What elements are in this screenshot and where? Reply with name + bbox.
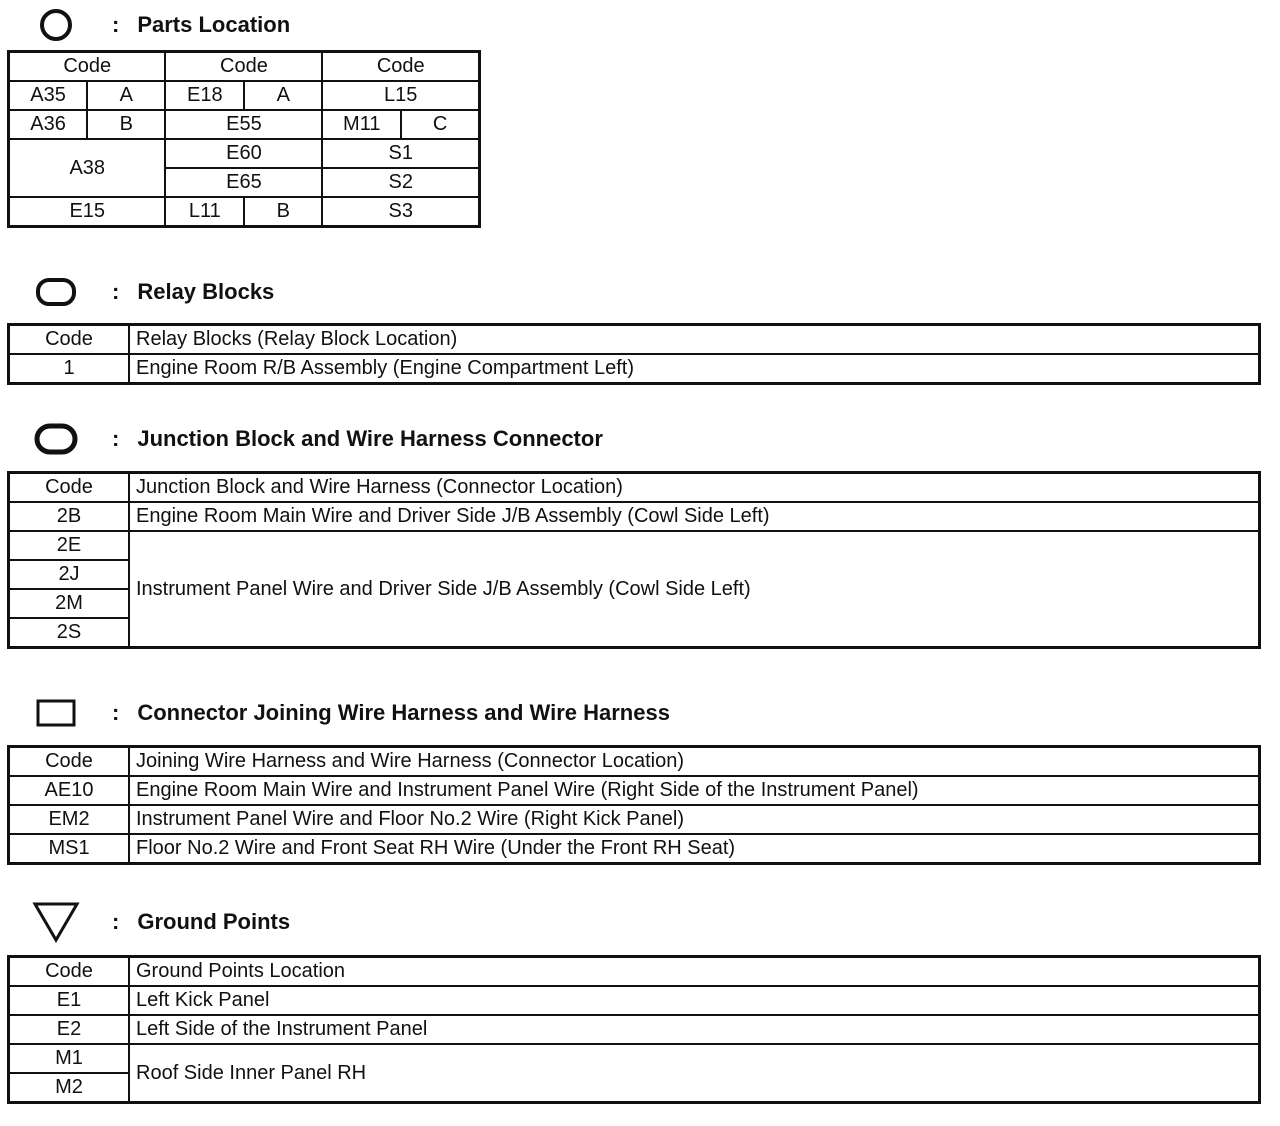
colon: : [112,279,120,304]
parts-location-header [30,5,290,45]
desc-cell: Left Kick Panel [129,986,1260,1015]
table-row [9,81,480,110]
header-cell: Code [322,52,479,82]
desc-cell: Instrument Panel Wire and Floor No.2 Wire (Right Kick Panel) [129,805,1260,834]
desc-cell: Engine Room Main Wire and Instrument Panel Wire (Right Side of the Instrument Panel) [129,776,1260,805]
code-cell: A [87,81,165,110]
code-cell: A38 [9,139,166,197]
table-row [9,805,1260,834]
relay-blocks-table [7,323,1261,385]
table-row [9,502,1260,531]
code-cell: B [244,197,322,227]
code-cell: M2 [9,1073,130,1103]
desc-cell: Roof Side Inner Panel RH [129,1044,1260,1103]
table-row [9,139,480,168]
code-cell: E15 [9,197,166,227]
header-cell: Joining Wire Harness and Wire Harness (Connector Location) [129,747,1260,777]
section-title: Parts Location [137,12,291,37]
desc-cell: Instrument Panel Wire and Driver Side J/B Assembly (Cowl Side Left) [129,531,1260,648]
code-cell: B [87,110,165,139]
code-cell: E55 [165,110,322,139]
code-cell: E65 [165,168,322,197]
relay-blocks-header [30,272,274,312]
code-cell: E1 [9,986,130,1015]
header-cell: Ground Points Location [129,957,1260,987]
code-cell: 2M [9,589,130,618]
section-title: Ground Points [137,909,291,934]
code-cell: A [244,81,322,110]
junction-block-table [7,471,1261,649]
parts-location-table [7,50,481,228]
code-cell: S1 [322,139,479,168]
header-cell: Code [9,52,166,82]
section-title: Relay Blocks [137,279,275,304]
code-cell: L15 [322,81,479,110]
header-cell: Junction Block and Wire Harness (Connector Location) [129,473,1260,503]
code-cell: M11 [322,110,401,139]
code-cell: 2E [9,531,130,560]
circle-icon [30,5,82,45]
junction-block-header [30,419,603,459]
code-cell: C [401,110,479,139]
ground-points-header [30,902,290,942]
header-cell: Code [165,52,322,82]
table-row [9,52,480,82]
table-row [9,986,1260,1015]
code-cell: A36 [9,110,88,139]
code-cell: 2B [9,502,130,531]
code-cell: A35 [9,81,88,110]
colon: : [112,909,120,934]
table-row [9,957,1260,987]
header-cell: Code [9,473,130,503]
header-cell: Relay Blocks (Relay Block Location) [129,325,1260,355]
colon: : [112,700,120,725]
table-row [9,354,1260,384]
table-row [9,834,1260,864]
square-icon [30,693,82,733]
desc-cell: Left Side of the Instrument Panel [129,1015,1260,1044]
code-cell: 2S [9,618,130,648]
table-row [9,776,1260,805]
table-row [9,197,480,227]
rounded-rect-icon [30,272,82,312]
table-row [9,747,1260,777]
code-cell: S2 [322,168,479,197]
oval-icon [30,419,82,459]
header-cell: Code [9,957,130,987]
code-cell: AE10 [9,776,130,805]
code-cell: 1 [9,354,130,384]
header-cell: Code [9,325,130,355]
colon: : [112,12,120,37]
code-cell: 2J [9,560,130,589]
desc-cell: Floor No.2 Wire and Front Seat RH Wire (Under the Front RH Seat) [129,834,1260,864]
code-cell: EM2 [9,805,130,834]
colon: : [112,426,120,451]
table-row [9,1044,1260,1073]
code-cell: E60 [165,139,322,168]
table-row [9,473,1260,503]
code-cell: S3 [322,197,479,227]
table-row [9,1015,1260,1044]
section-title: Junction Block and Wire Harness Connector [137,426,603,451]
code-cell: M1 [9,1044,130,1073]
table-row [9,325,1260,355]
desc-cell: Engine Room R/B Assembly (Engine Compartment Left) [129,354,1260,384]
header-cell: Code [9,747,130,777]
triangle-down-icon [30,902,82,942]
desc-cell: Engine Room Main Wire and Driver Side J/B Assembly (Cowl Side Left) [129,502,1260,531]
code-cell: MS1 [9,834,130,864]
code-cell: E18 [165,81,244,110]
ground-points-table [7,955,1261,1104]
table-row [9,531,1260,560]
table-row [9,110,480,139]
code-cell: E2 [9,1015,130,1044]
code-cell: L11 [165,197,244,227]
connector-joining-table [7,745,1261,865]
section-title: Connector Joining Wire Harness and Wire Harness [137,700,670,725]
connector-joining-header [30,693,670,733]
